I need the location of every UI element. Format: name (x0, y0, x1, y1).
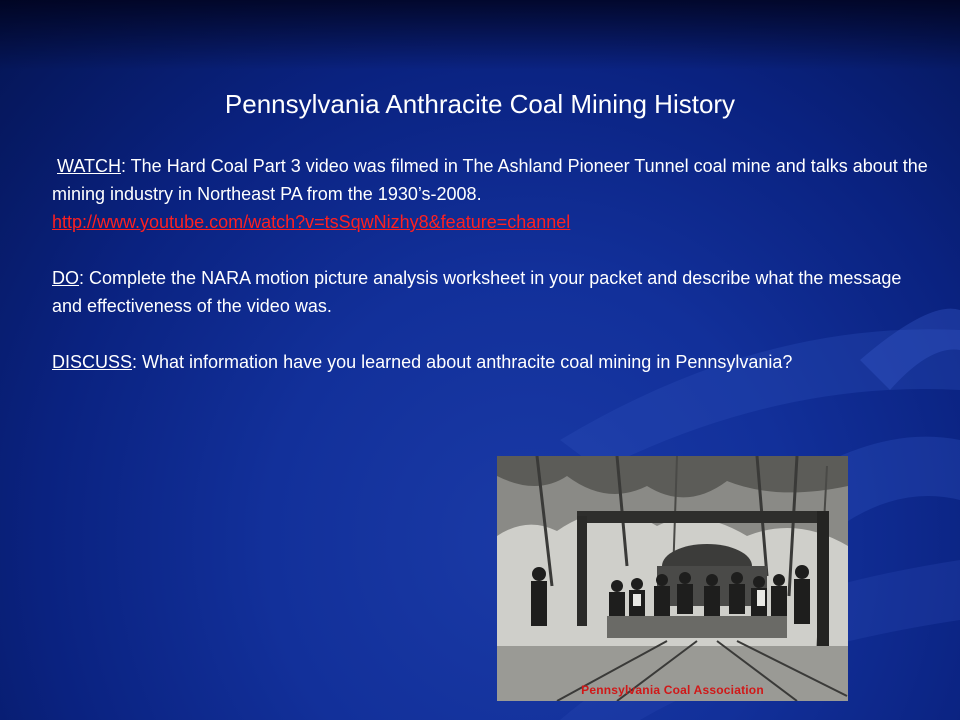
photo-caption: Pennsylvania Coal Association (581, 683, 764, 697)
watch-label: WATCH (57, 156, 121, 176)
photo-illustration (497, 456, 848, 701)
slide-title: Pennsylvania Anthracite Coal Mining History (224, 89, 736, 119)
discuss-paragraph (52, 348, 932, 376)
video-link[interactable]: http://www.youtube.com/watch?v=tsSqwNizhy8&feature=channel (52, 212, 571, 232)
watch-paragraph (52, 152, 932, 208)
do-label: DO (52, 268, 79, 288)
watch-text: : The Hard Coal Part 3 video was filmed in The Ashland Pioneer Tunnel coal mine and talks about the mining industry in Northeast PA from the 1930’s-2008. (52, 156, 928, 204)
spacer (52, 320, 932, 348)
slide-body (52, 152, 932, 376)
coal-miners-photo (497, 456, 848, 701)
discuss-label: DISCUSS (52, 352, 133, 372)
discuss-text: : What information have you learned about anthracite coal mining in Pennsylvania? (132, 352, 793, 372)
video-link-line (52, 208, 932, 236)
spacer (52, 236, 932, 264)
do-text: : Complete the NARA motion picture analysis worksheet in your packet and describe what the message and effectiveness of the video was. (52, 268, 902, 316)
do-paragraph (52, 264, 932, 320)
